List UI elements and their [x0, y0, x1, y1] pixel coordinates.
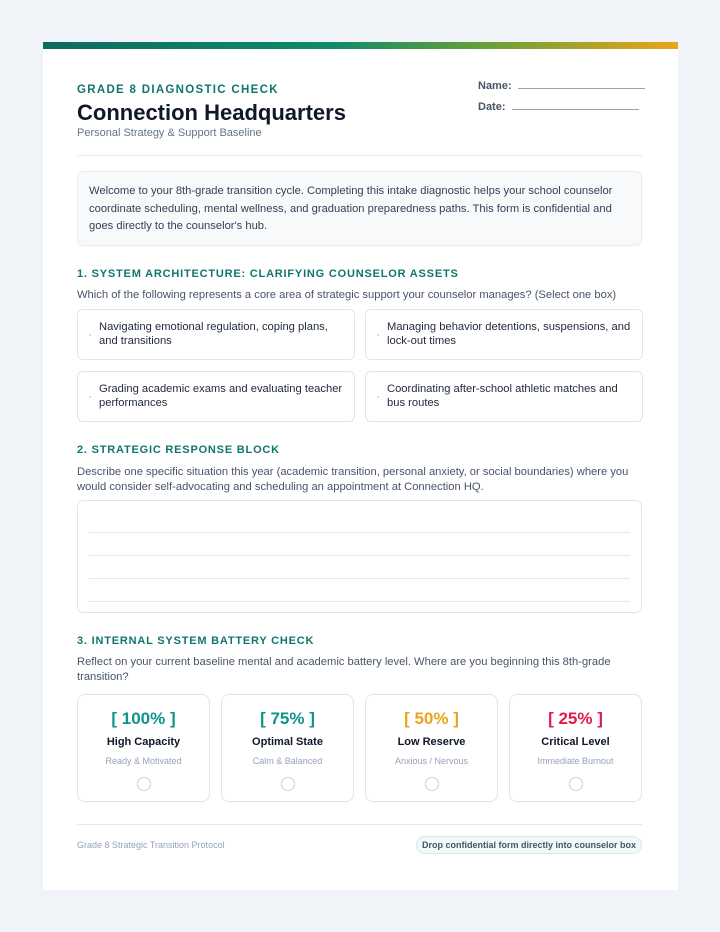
section1-prompt: Which of the following represents a core area of strategic support your counselor manages? (Select one box)	[77, 289, 617, 301]
battery-radio[interactable]	[569, 777, 583, 791]
accent-bar	[43, 42, 678, 49]
option-grading-exams[interactable]	[77, 371, 355, 422]
eyebrow: GRADE 8 DIAGNOSTIC CHECK	[77, 84, 279, 96]
checkbox-icon[interactable]	[89, 334, 91, 336]
battery-sublabel: Immediate Burnout	[537, 756, 614, 766]
section3-heading: 3. INTERNAL SYSTEM BATTERY CHECK	[77, 635, 315, 647]
checkbox-icon[interactable]	[89, 396, 91, 398]
option-label: Grading academic exams and evaluating teacher performances	[99, 383, 343, 409]
battery-sublabel: Anxious / Nervous	[394, 756, 469, 766]
battery-label: High Capacity	[106, 736, 181, 748]
battery-percent: [ 50% ]	[404, 709, 459, 728]
option-athletic-matches[interactable]	[365, 371, 643, 422]
divider	[77, 824, 642, 825]
page-title: Connection Headquarters	[77, 100, 346, 125]
option-label: Coordinating after-school athletic matches and bus routes	[387, 383, 618, 409]
date-label: Date:	[478, 101, 506, 113]
section1-heading: 1. SYSTEM ARCHITECTURE: CLARIFYING COUNSELOR ASSETS	[77, 268, 459, 280]
battery-radio[interactable]	[137, 777, 151, 791]
battery-percent: [ 25% ]	[548, 709, 603, 728]
footer-badge: Drop confidential form directly into counselor box	[416, 836, 642, 854]
battery-card-25[interactable]	[509, 694, 642, 802]
battery-percent: [ 100% ]	[111, 709, 176, 728]
name-label: Name:	[478, 80, 512, 92]
section2-heading: 2. STRATEGIC RESPONSE BLOCK	[77, 444, 280, 456]
battery-radio[interactable]	[281, 777, 295, 791]
writing-line	[89, 601, 630, 602]
date-field[interactable]	[478, 100, 639, 113]
date-line[interactable]	[512, 100, 639, 110]
checkbox-icon[interactable]	[377, 334, 379, 336]
checkbox-icon[interactable]	[377, 396, 379, 398]
writing-line	[89, 532, 630, 533]
option-emotional-regulation[interactable]	[77, 309, 355, 360]
battery-percent: [ 75% ]	[260, 709, 315, 728]
footer-protocol: Grade 8 Strategic Transition Protocol	[77, 840, 225, 850]
section3-prompt: Reflect on your current baseline mental and academic battery level. Where are you beginning this 8th-grade transition?	[77, 656, 611, 683]
name-line[interactable]	[518, 79, 645, 89]
section2-prompt: Describe one specific situation this year (academic transition, personal anxiety, or social boundaries) where you would consider self-advocating and scheduling an appointment at Connection HQ.	[77, 466, 629, 493]
name-field[interactable]	[478, 79, 645, 92]
response-textarea[interactable]	[77, 500, 642, 613]
battery-card-75[interactable]	[221, 694, 354, 802]
divider	[77, 155, 642, 156]
battery-label: Low Reserve	[397, 736, 466, 748]
writing-line	[89, 555, 630, 556]
writing-line	[89, 578, 630, 579]
battery-label: Critical Level	[541, 736, 610, 748]
battery-card-100[interactable]	[77, 694, 210, 802]
option-behavior-detentions[interactable]	[365, 309, 643, 360]
option-label: Navigating emotional regulation, coping plans, and transitions	[99, 321, 328, 347]
battery-radio[interactable]	[425, 777, 439, 791]
battery-sublabel: Ready & Motivated	[105, 756, 182, 766]
battery-label: Optimal State	[252, 736, 323, 748]
intro-box: Welcome to your 8th-grade transition cycle. Completing this intake diagnostic helps your school counselor coordinate scheduling, mental wellness, and graduation preparedness paths. This form is confidential and goes directly to the counselor's hub.	[77, 171, 642, 246]
option-label: Managing behavior detentions, suspensions, and lock-out times	[387, 321, 631, 347]
battery-sublabel: Calm & Balanced	[252, 756, 323, 766]
form-sheet	[43, 42, 678, 890]
battery-card-50[interactable]	[365, 694, 498, 802]
page-subtitle: Personal Strategy & Support Baseline	[77, 127, 262, 139]
